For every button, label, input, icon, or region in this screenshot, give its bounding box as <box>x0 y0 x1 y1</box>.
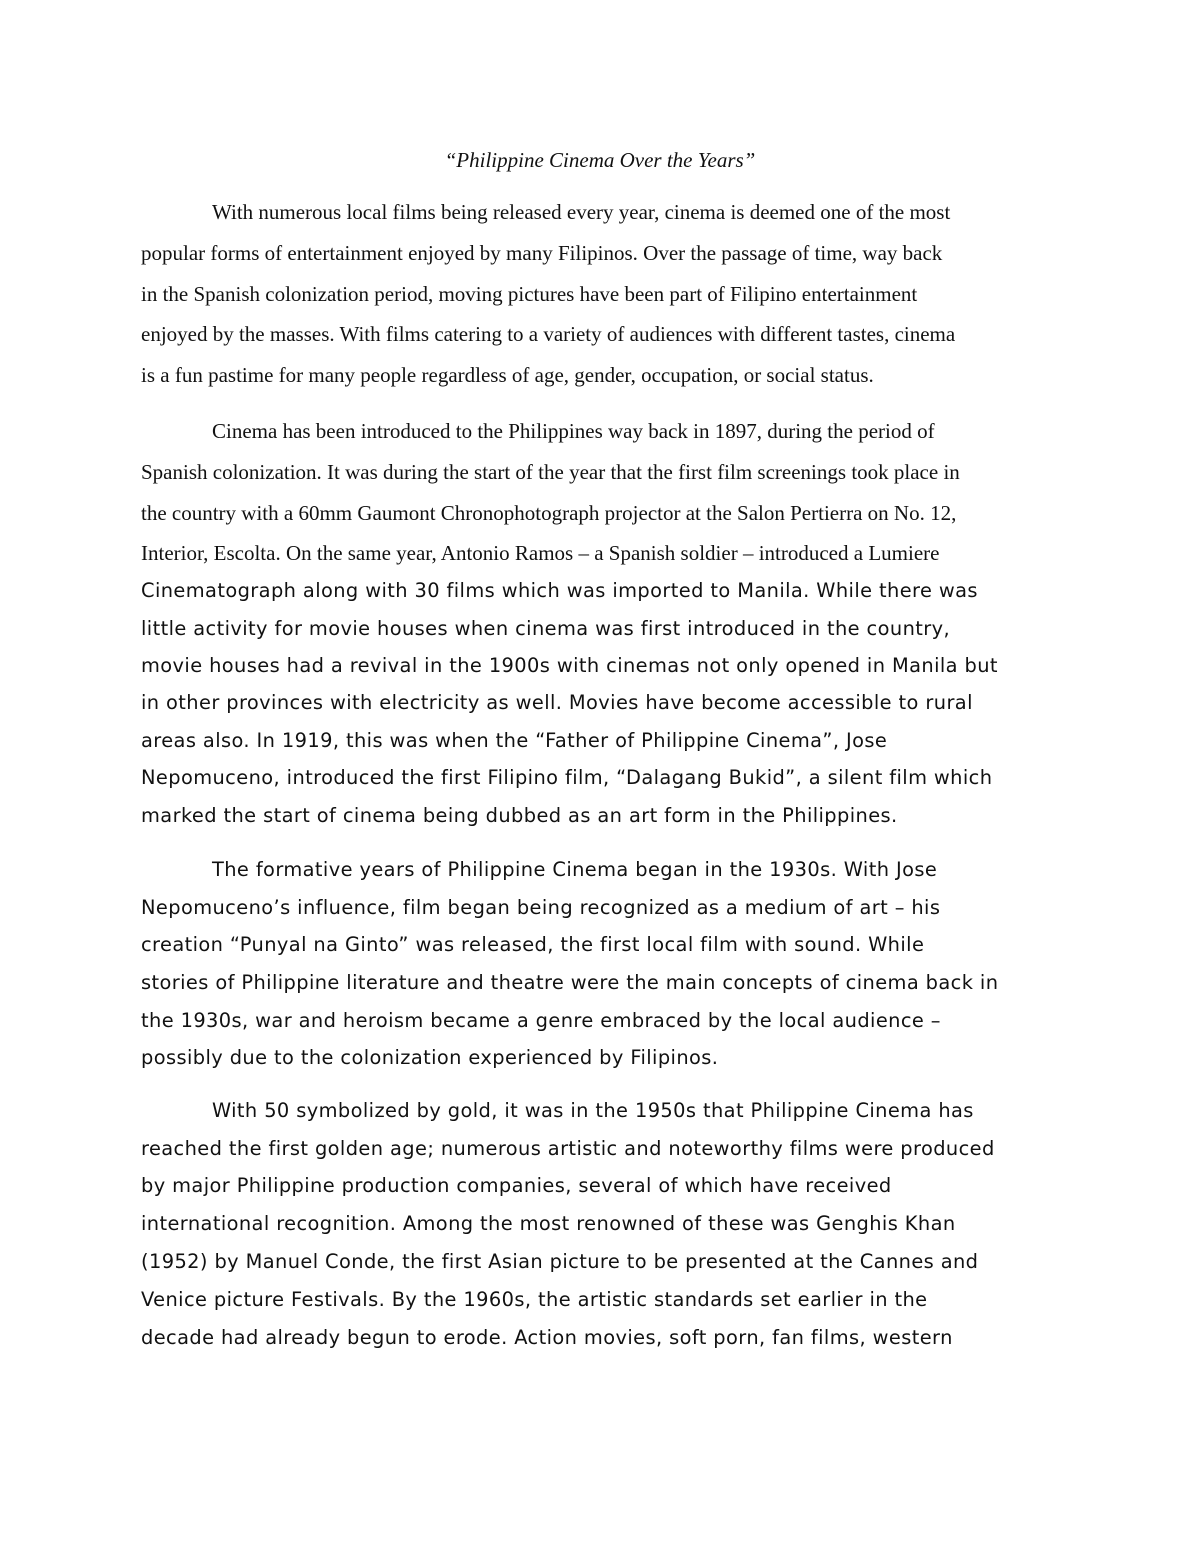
text-line: Cinematograph along with 30 films which was imported to Manila. While there was <box>141 579 978 602</box>
text-line: the country with a 60mm Gaumont Chronophotograph projector at the Salon Pertierra on No. 12, <box>141 501 957 525</box>
text-line: the 1930s, war and heroism became a genre embraced by the local audience – <box>141 1009 941 1032</box>
document-title: “Philippine Cinema Over the Years” <box>444 148 756 172</box>
text-line: is a fun pastime for many people regardless of age, gender, occupation, or social status. <box>141 363 874 387</box>
text-line: Nepomuceno’s influence, film began being recognized as a medium of art – his <box>141 896 941 919</box>
text-line: enjoyed by the masses. With films catering to a variety of audiences with different tastes, cinema <box>141 322 956 346</box>
text-line: With 50 symbolized by gold, it was in the 1950s that Philippine Cinema has <box>212 1099 974 1122</box>
text-line: international recognition. Among the most renowned of these was Genghis Khan <box>141 1212 956 1235</box>
text-line: (1952) by Manuel Conde, the first Asian picture to be presented at the Cannes and <box>141 1250 979 1273</box>
text-line: in other provinces with electricity as well. Movies have become accessible to rural <box>141 691 973 714</box>
text-line: stories of Philippine literature and theatre were the main concepts of cinema back in <box>141 971 999 994</box>
text-line: little activity for movie houses when cinema was first introduced in the country, <box>141 617 951 640</box>
text-line: Venice picture Festivals. By the 1960s, the artistic standards set earlier in the <box>141 1288 928 1311</box>
text-line: With numerous local films being released every year, cinema is deemed one of the most <box>212 200 951 224</box>
text-line: creation “Punyal na Ginto” was released, the first local film with sound. While <box>141 933 925 956</box>
text-line: Cinema has been introduced to the Philippines way back in 1897, during the period of <box>212 419 935 443</box>
text-line: Interior, Escolta. On the same year, Antonio Ramos – a Spanish soldier – introduced a Lumiere <box>141 541 940 565</box>
text-line: popular forms of entertainment enjoyed by many Filipinos. Over the passage of time, way back <box>141 241 943 265</box>
text-line: in the Spanish colonization period, moving pictures have been part of Filipino entertainment <box>141 282 918 306</box>
text-line: Nepomuceno, introduced the first Filipino film, “Dalagang Bukid”, a silent film which <box>141 766 993 789</box>
text-line: decade had already begun to erode. Action movies, soft porn, fan films, western <box>141 1326 953 1349</box>
text-line: Spanish colonization. It was during the start of the year that the first film screenings took place in <box>141 460 960 484</box>
text-line: possibly due to the colonization experienced by Filipinos. <box>141 1046 719 1069</box>
text-line: movie houses had a revival in the 1900s with cinemas not only opened in Manila but <box>141 654 998 677</box>
text-line: areas also. In 1919, this was when the “Father of Philippine Cinema”, Jose <box>141 729 888 752</box>
text-line: reached the first golden age; numerous artistic and noteworthy films were produced <box>141 1137 995 1160</box>
text-line: by major Philippine production companies, several of which have received <box>141 1174 892 1197</box>
text-line: The formative years of Philippine Cinema began in the 1930s. With Jose <box>212 858 938 881</box>
text-line: marked the start of cinema being dubbed as an art form in the Philippines. <box>141 804 898 827</box>
